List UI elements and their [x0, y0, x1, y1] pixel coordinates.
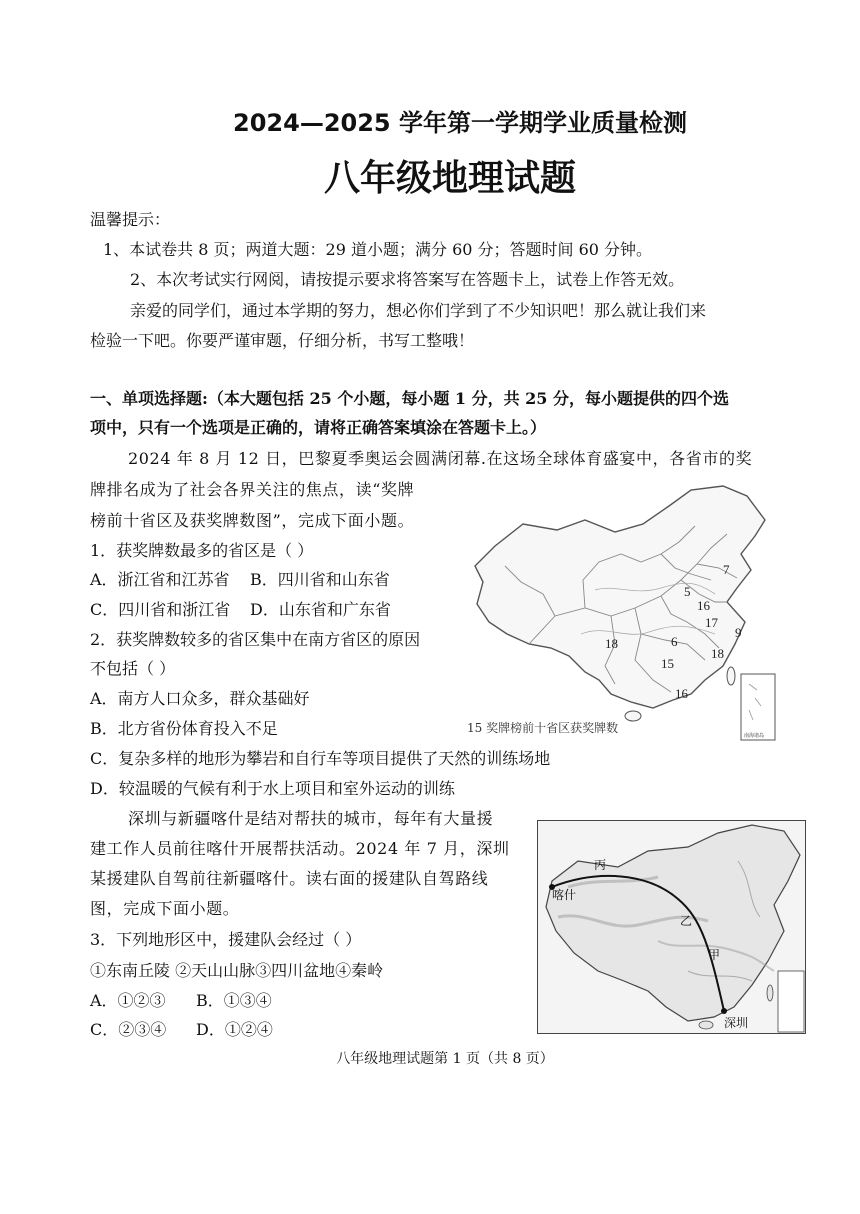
notice-line-3: 亲爱的同学们，通过本学期的努力，想必你们学到了不少知识吧！那么就让我们来 — [130, 301, 707, 320]
notice-line-4: 检验一下吧。你要严谨审题，仔细分析，书写工整哦！ — [90, 331, 475, 350]
question-1-option-d: D．山东省和广东省 — [250, 600, 391, 619]
map2-label-shenzhen: 深圳 — [724, 1016, 749, 1030]
question-1-option-b: B．四川省和山东省 — [250, 570, 390, 589]
passage-1-line-3: 榜前十省区及获奖牌数图”，完成下面小题。 — [90, 511, 415, 530]
route-map-graphic — [538, 821, 805, 1033]
question-2-stem-line-1: 2．获奖牌数较多的省区集中在南方省区的原因 — [90, 630, 421, 649]
question-2-option-d: D．较温暖的气候有利于水上项目和室外运动的训练 — [90, 779, 455, 798]
map1-label-1: 7 — [723, 562, 730, 577]
passage-2-line-3: 某援建队自驾前往新疆喀什。读右面的援建队自驾路线 — [90, 869, 489, 888]
notice-line-1: 1、本试卷共 8 页；两道大题：29 道小题；满分 60 分；答题时间 60 分钟。 — [103, 240, 653, 259]
map1-label-5: 9 — [735, 625, 742, 640]
passage-2-line-4: 图，完成下面小题。 — [90, 899, 240, 918]
question-3-option-a: A．①②③ — [90, 991, 166, 1010]
question-2-stem-line-2: 不包括（ ） — [90, 659, 176, 678]
exam-year-heading: 2024—2025 学年第一学期学业质量检测 — [233, 109, 687, 137]
shenzhen-point — [721, 1008, 727, 1014]
question-2-option-b: B．北方省份体育投入不足 — [90, 719, 278, 738]
question-1-option-c: C．四川省和浙江省 — [90, 600, 231, 619]
page-footer: 八年级地理试题第 1 页（共 8 页） — [336, 1051, 554, 1067]
passage-2-line-1: 深圳与新疆喀什是结对帮扶的城市，每年有大量援 — [128, 809, 494, 828]
question-3-items: ①东南丘陵 ②天山山脉③四川盆地④秦岭 — [90, 961, 384, 980]
section-heading-line-2: 项中，只有一个选项是正确的，请将正确答案填涂在答题卡上。） — [90, 418, 547, 437]
map1-inset-label: 南海诸岛 — [744, 733, 765, 739]
map2-label-bing: 丙 — [594, 858, 607, 872]
route-map — [537, 820, 806, 1034]
question-2-option-a: A．南方人口众多，群众基础好 — [90, 689, 310, 708]
question-1-option-a: A．浙江省和江苏省 — [90, 570, 230, 589]
map2-label-yi: 乙 — [680, 914, 693, 928]
section-heading-line-1: 一、单项选择题:（本大题包括 25 个小题，每小题 1 分，共 25 分，每小题提供的四个选 — [90, 389, 729, 408]
passage-2-line-2: 建工作人员前往喀什开展帮扶活动。2024 年 7 月，深圳 — [90, 839, 510, 858]
medal-map — [465, 484, 777, 742]
question-3-option-c: C．②③④ — [90, 1020, 167, 1039]
notice-line-2: 2、本次考试实行网阅，请按提示要求将答案写在答题卡上，试卷上作答无效。 — [130, 270, 685, 289]
passage-1-line-1: 2024 年 8 月 12 日，巴黎夏季奥运会圆满闭幕.在这场全球体育盛宴中，各省市的奖 — [128, 449, 753, 468]
map1-label-2: 5 — [684, 584, 691, 599]
question-2-option-c: C．复杂多样的地形为攀岩和自行车等项目提供了天然的训练场地 — [90, 749, 551, 768]
question-3-stem: 3．下列地形区中，援建队会经过（ ） — [90, 930, 362, 949]
question-3-option-b: B．①③④ — [196, 991, 272, 1010]
map1-label-4: 17 — [705, 615, 718, 630]
question-1-stem: 1．获奖牌数最多的省区是（ ） — [90, 541, 314, 560]
map1-label-10: 16 — [675, 686, 688, 701]
map1-label-7: 18 — [605, 636, 618, 651]
map1-label-8: 18 — [711, 646, 724, 661]
map2-label-kashi: 喀什 — [552, 888, 577, 902]
map1-label-6: 6 — [671, 634, 678, 649]
passage-1-line-2: 牌排名成为了社会各界关注的焦点，读“奖牌 — [90, 480, 415, 499]
notice-heading: 温馨提示： — [90, 210, 171, 229]
map1-label-3: 16 — [697, 598, 710, 613]
question-3-option-d: D．①②④ — [196, 1020, 273, 1039]
map1-label-9: 15 — [661, 656, 674, 671]
exam-title: 八年级地理试题 — [323, 158, 576, 199]
china-medal-map-graphic — [465, 484, 777, 742]
map2-label-jia: 甲 — [708, 948, 721, 962]
map1-caption: 15 奖牌榜前十省区获奖牌数 — [467, 721, 619, 735]
